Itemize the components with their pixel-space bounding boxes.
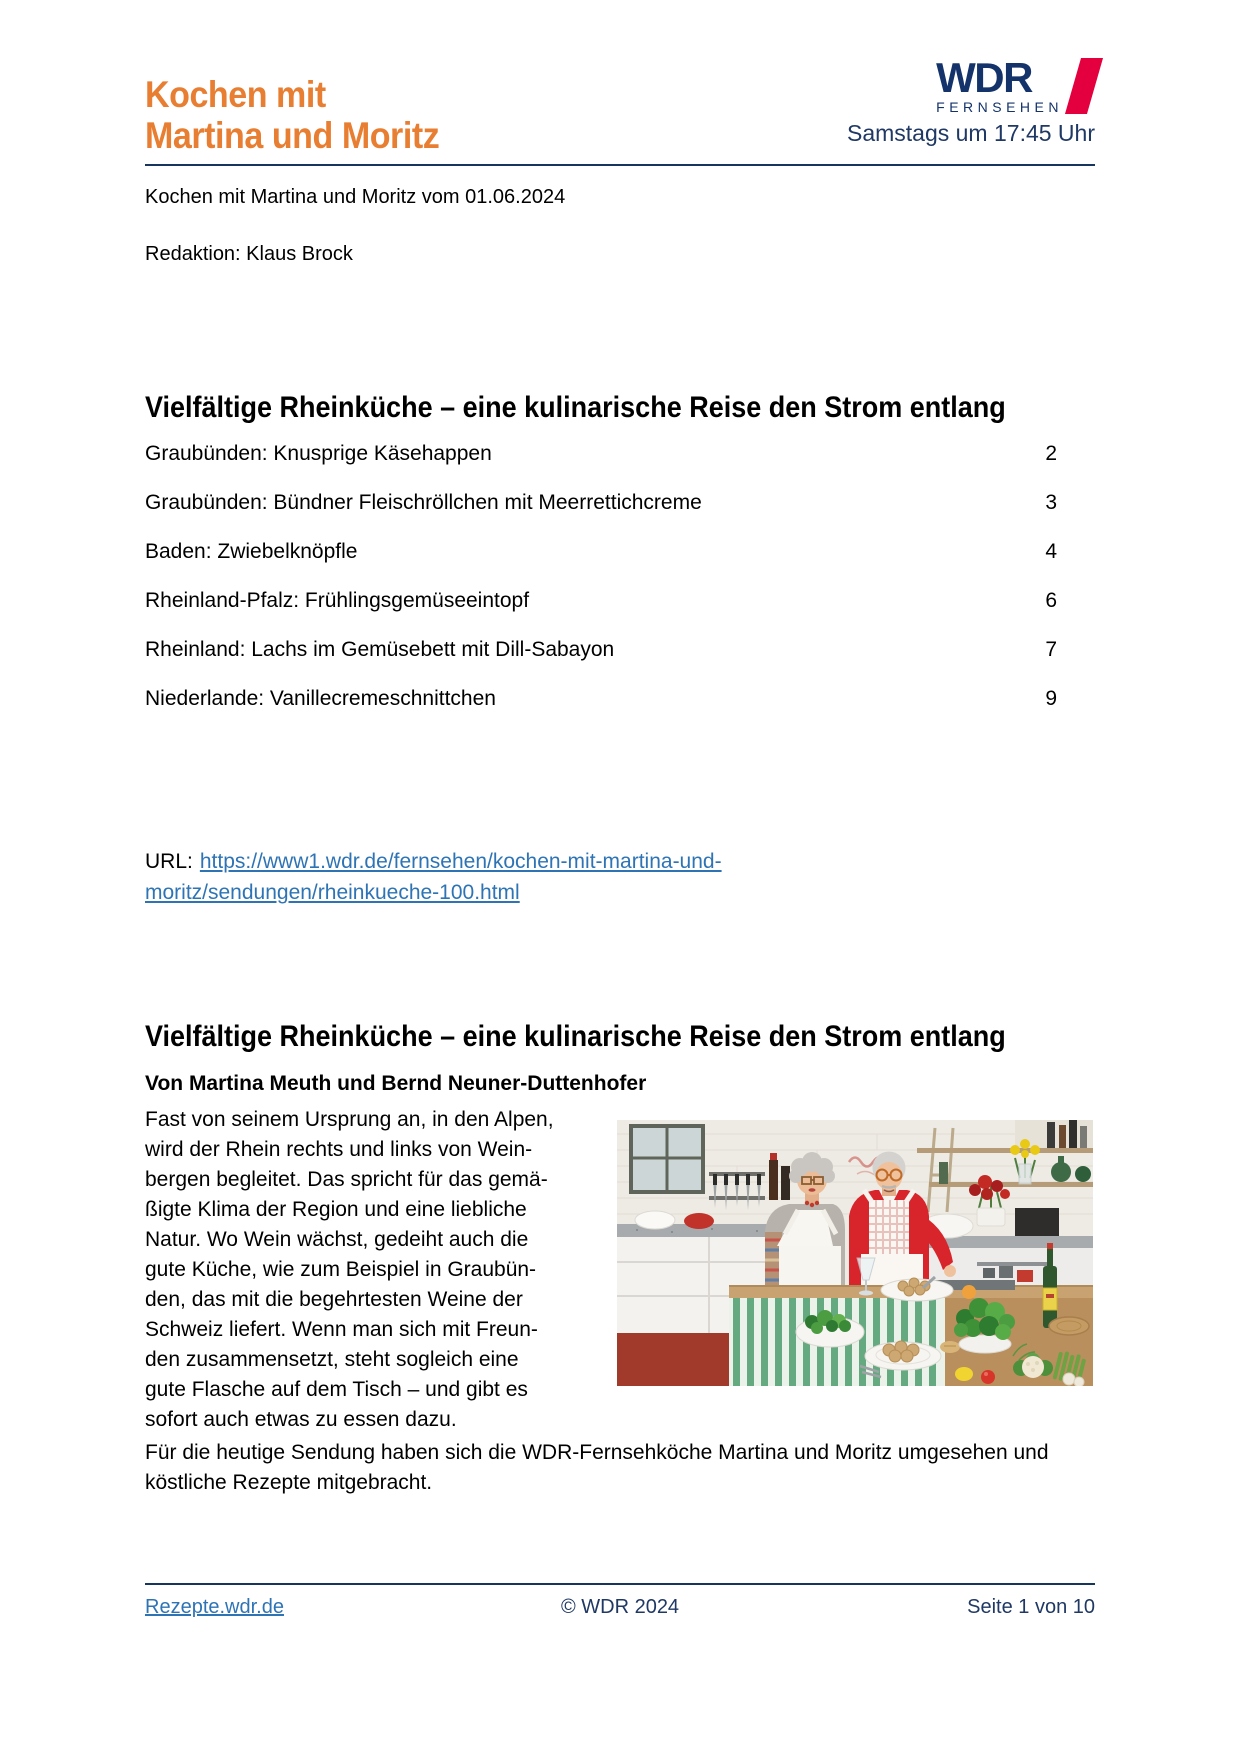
toc-entry-label: Rheinland-Pfalz: Frühlingsgemüseeintopf — [145, 588, 530, 612]
toc-entry — [145, 478, 1057, 527]
paragraph-line: gute Küche, wie zum Beispiel in Graubün- — [145, 1258, 537, 1281]
toc-entry — [145, 527, 1057, 576]
toc-entry-label: Graubünden: Bündner Fleischröllchen mit Meerrettichcreme — [145, 490, 702, 514]
page-footer — [145, 1596, 1095, 1619]
paragraph-line: Schweiz liefert. Wenn man sich mit Freun- — [145, 1318, 538, 1341]
toc-entry — [145, 625, 1057, 674]
url-prefix: URL: — [145, 850, 193, 873]
wdr-red-slash-icon — [1065, 58, 1103, 114]
episode-line: Kochen mit Martina und Moritz vom 01.06.2024 — [145, 186, 566, 208]
paragraph-line: wird der Rhein rechts und links von Wein- — [145, 1138, 533, 1161]
url-block — [145, 846, 722, 908]
wdr-fernsehen-label: FERNSEHEN — [936, 99, 1063, 115]
toc-entry — [145, 576, 1057, 625]
wdr-wordmark: WDR — [936, 54, 1032, 101]
paragraph-line: den, das mit die begehrtesten Weine der — [145, 1288, 523, 1311]
footer-divider — [145, 1583, 1095, 1585]
paragraph-line: Natur. Wo Wein wächst, gedeiht auch die — [145, 1228, 529, 1251]
show-logo-line2: Martina und Moritz — [145, 115, 440, 156]
show-logo-line1: Kochen mit — [145, 74, 326, 115]
paragraph-line: gute Flasche auf dem Tisch – und gibt es — [145, 1378, 528, 1401]
toc-entry-page: 3 — [1045, 490, 1057, 514]
kitchen-photo-illustration — [617, 1120, 1093, 1386]
article-paragraph — [145, 1105, 607, 1435]
toc-entry-label: Niederlande: Vanillecremeschnittchen — [145, 686, 496, 710]
paragraph-line: Fast von seinem Ursprung an, in den Alpen, — [145, 1108, 554, 1131]
footer-page-number: Seite 1 von 10 — [967, 1596, 1096, 1618]
footer-copyright: © WDR 2024 — [560, 1596, 680, 1618]
paragraph-line: den zusammensetzt, steht sogleich eine — [145, 1348, 519, 1371]
toc-entry-page: 9 — [1045, 686, 1057, 710]
toc-entry-page: 7 — [1045, 637, 1057, 661]
toc-entry-label: Rheinland: Lachs im Gemüsebett mit Dill-Sabayon — [145, 637, 615, 661]
article-byline: Von Martina Meuth und Bernd Neuner-Duttenhofer — [145, 1072, 647, 1095]
toc-entry-page: 4 — [1045, 539, 1057, 563]
toc-entry — [145, 429, 1057, 478]
show-logo — [145, 74, 439, 156]
article-title: Vielfältige Rheinküche – eine kulinarische Reise den Strom entlang — [145, 1020, 1006, 1053]
redaktion-line: Redaktion: Klaus Brock — [145, 243, 353, 265]
broadcast-schedule: Samstags um 17:45 Uhr — [846, 120, 1095, 146]
footer-site-link[interactable]: Rezepte.wdr.de — [145, 1596, 284, 1618]
toc-entry-page: 6 — [1045, 588, 1057, 612]
toc-entry — [145, 674, 1057, 723]
article-url-link-line1[interactable]: https://www1.wdr.de/fernsehen/kochen-mit-martina-und- — [199, 850, 722, 873]
paragraph-line: bergen begleitet. Das spricht für das gemä- — [145, 1168, 548, 1191]
toc-entry-label: Graubünden: Knusprige Käsehappen — [145, 441, 492, 465]
article-closing-paragraph: Für die heutige Sendung haben sich die WDR-Fernsehköche Martina und Moritz umgesehen und köstliche Rezepte mitgebracht. — [145, 1441, 1049, 1494]
toc-entry-label: Baden: Zwiebelknöpfle — [145, 539, 358, 563]
kitchen-photo — [617, 1120, 1093, 1386]
paragraph-line: sofort auch etwas zu essen dazu. — [145, 1408, 457, 1431]
paragraph-line: ßigte Klima der Region und eine liebliche — [145, 1198, 527, 1221]
toc-entry-page: 2 — [1045, 441, 1057, 465]
wdr-fernsehen-logo — [846, 54, 1095, 147]
table-of-contents — [145, 429, 1057, 723]
header-divider — [145, 164, 1095, 166]
article-url-link-line2[interactable]: moritz/sendungen/rheinkueche-100.html — [145, 881, 520, 904]
toc-title: Vielfältige Rheinküche – eine kulinarische Reise den Strom entlang — [145, 391, 1006, 424]
